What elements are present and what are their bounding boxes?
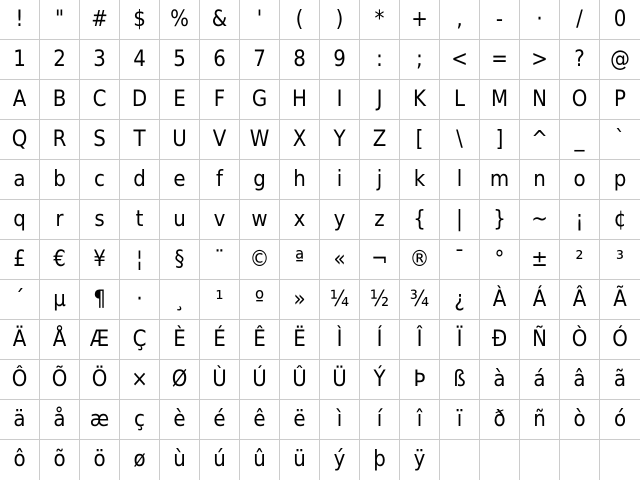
glyph-cell: F	[200, 80, 240, 120]
glyph-cell: ü	[280, 440, 320, 480]
glyph-cell: Ñ	[520, 320, 560, 360]
glyph-cell: /	[560, 0, 600, 40]
glyph-cell-empty	[560, 440, 600, 480]
glyph-cell: Î	[400, 320, 440, 360]
glyph-cell: ·	[520, 0, 560, 40]
glyph-cell: é	[200, 400, 240, 440]
glyph-cell: |	[440, 200, 480, 240]
glyph-cell: Û	[280, 360, 320, 400]
glyph-cell: ô	[0, 440, 40, 480]
glyph-cell: Í	[360, 320, 400, 360]
glyph-cell: À	[480, 280, 520, 320]
glyph-cell: í	[360, 400, 400, 440]
glyph-cell: î	[400, 400, 440, 440]
glyph-cell: 3	[80, 40, 120, 80]
glyph-cell: b	[40, 160, 80, 200]
glyph-cell: u	[160, 200, 200, 240]
glyph-cell: È	[160, 320, 200, 360]
glyph-cell: `	[600, 120, 640, 160]
glyph-cell: k	[400, 160, 440, 200]
glyph-cell: ·	[120, 280, 160, 320]
glyph-cell: ¦	[120, 240, 160, 280]
glyph-cell: Ú	[240, 360, 280, 400]
glyph-cell: V	[200, 120, 240, 160]
glyph-cell: o	[560, 160, 600, 200]
glyph-cell: Ó	[600, 320, 640, 360]
glyph-cell: E	[160, 80, 200, 120]
glyph-cell: £	[0, 240, 40, 280]
glyph-cell: Ê	[240, 320, 280, 360]
glyph-cell: f	[200, 160, 240, 200]
glyph-cell: ë	[280, 400, 320, 440]
glyph-cell-empty	[440, 440, 480, 480]
glyph-cell: 2	[40, 40, 80, 80]
glyph-cell: ø	[120, 440, 160, 480]
glyph-cell: X	[280, 120, 320, 160]
glyph-cell: 7	[240, 40, 280, 80]
glyph-cell: w	[240, 200, 280, 240]
glyph-cell: t	[120, 200, 160, 240]
glyph-cell: !	[0, 0, 40, 40]
glyph-cell: K	[400, 80, 440, 120]
glyph-cell: ñ	[520, 400, 560, 440]
glyph-cell: Ø	[160, 360, 200, 400]
glyph-cell: ±	[520, 240, 560, 280]
glyph-cell: Ã	[600, 280, 640, 320]
glyph-cell: r	[40, 200, 80, 240]
glyph-cell: ò	[560, 400, 600, 440]
glyph-cell: ^	[520, 120, 560, 160]
glyph-cell: S	[80, 120, 120, 160]
glyph-cell: ¼	[320, 280, 360, 320]
glyph-cell: Ü	[320, 360, 360, 400]
glyph-cell: 5	[160, 40, 200, 80]
glyph-cell: '	[240, 0, 280, 40]
glyph-cell: 1	[0, 40, 40, 80]
glyph-cell: ¨	[200, 240, 240, 280]
glyph-cell: Ô	[0, 360, 40, 400]
glyph-cell: §	[160, 240, 200, 280]
glyph-cell: ¸	[160, 280, 200, 320]
glyph-cell: W	[240, 120, 280, 160]
glyph-cell: ¿	[440, 280, 480, 320]
glyph-cell: s	[80, 200, 120, 240]
glyph-cell: L	[440, 80, 480, 120]
glyph-cell: =	[480, 40, 520, 80]
glyph-cell: â	[560, 360, 600, 400]
glyph-cell-empty	[480, 440, 520, 480]
glyph-cell: M	[480, 80, 520, 120]
glyph-cell: 8	[280, 40, 320, 80]
glyph-cell: N	[520, 80, 560, 120]
glyph-cell: ©	[240, 240, 280, 280]
glyph-cell: ×	[120, 360, 160, 400]
glyph-cell: ý	[320, 440, 360, 480]
glyph-cell: \	[440, 120, 480, 160]
glyph-cell: -	[480, 0, 520, 40]
glyph-cell: <	[440, 40, 480, 80]
glyph-cell: û	[240, 440, 280, 480]
glyph-cell: ¯	[440, 240, 480, 280]
glyph-cell: ½	[360, 280, 400, 320]
glyph-cell: C	[80, 80, 120, 120]
glyph-cell: Q	[0, 120, 40, 160]
glyph-cell: Ù	[200, 360, 240, 400]
glyph-cell: h	[280, 160, 320, 200]
glyph-cell: ¬	[360, 240, 400, 280]
glyph-cell: Á	[520, 280, 560, 320]
glyph-cell: P	[600, 80, 640, 120]
glyph-cell: U	[160, 120, 200, 160]
glyph-cell: ú	[200, 440, 240, 480]
glyph-cell: J	[360, 80, 400, 120]
glyph-cell: ®	[400, 240, 440, 280]
glyph-cell: ð	[480, 400, 520, 440]
glyph-cell: A	[0, 80, 40, 120]
glyph-cell: ¡	[560, 200, 600, 240]
glyph-cell: B	[40, 80, 80, 120]
glyph-cell: ]	[480, 120, 520, 160]
glyph-cell: [	[400, 120, 440, 160]
glyph-cell: Ç	[120, 320, 160, 360]
glyph-cell: 4	[120, 40, 160, 80]
glyph-cell: ù	[160, 440, 200, 480]
glyph-cell: €	[40, 240, 80, 280]
glyph-cell: ~	[520, 200, 560, 240]
glyph-cell: ÿ	[400, 440, 440, 480]
glyph-cell: >	[520, 40, 560, 80]
glyph-cell: z	[360, 200, 400, 240]
glyph-cell: ¹	[200, 280, 240, 320]
glyph-cell: Â	[560, 280, 600, 320]
glyph-cell: (	[280, 0, 320, 40]
glyph-cell: 6	[200, 40, 240, 80]
glyph-cell: Y	[320, 120, 360, 160]
glyph-cell: i	[320, 160, 360, 200]
glyph-cell: õ	[40, 440, 80, 480]
glyph-cell: ²	[560, 240, 600, 280]
glyph-cell: æ	[80, 400, 120, 440]
glyph-cell: q	[0, 200, 40, 240]
glyph-cell: Þ	[400, 360, 440, 400]
glyph-cell: Ì	[320, 320, 360, 360]
glyph-cell: Ö	[80, 360, 120, 400]
glyph-cell: þ	[360, 440, 400, 480]
glyph-cell: ç	[120, 400, 160, 440]
glyph-cell: ö	[80, 440, 120, 480]
glyph-cell: p	[600, 160, 640, 200]
glyph-cell: °	[480, 240, 520, 280]
glyph-cell: :	[360, 40, 400, 80]
glyph-cell: %	[160, 0, 200, 40]
glyph-cell: ó	[600, 400, 640, 440]
glyph-cell: ä	[0, 400, 40, 440]
glyph-cell: H	[280, 80, 320, 120]
glyph-cell: ?	[560, 40, 600, 80]
glyph-cell: O	[560, 80, 600, 120]
glyph-cell: ¢	[600, 200, 640, 240]
glyph-cell: Õ	[40, 360, 80, 400]
glyph-cell: º	[240, 280, 280, 320]
glyph-cell: a	[0, 160, 40, 200]
glyph-cell: ¾	[400, 280, 440, 320]
glyph-cell: ¶	[80, 280, 120, 320]
glyph-cell: m	[480, 160, 520, 200]
glyph-cell-empty	[520, 440, 560, 480]
glyph-cell: Å	[40, 320, 80, 360]
glyph-cell: n	[520, 160, 560, 200]
glyph-cell: G	[240, 80, 280, 120]
glyph-cell: )	[320, 0, 360, 40]
glyph-cell: $	[120, 0, 160, 40]
glyph-cell: ß	[440, 360, 480, 400]
glyph-cell: å	[40, 400, 80, 440]
glyph-cell: ª	[280, 240, 320, 280]
glyph-cell: µ	[40, 280, 80, 320]
glyph-cell: @	[600, 40, 640, 80]
glyph-cell: l	[440, 160, 480, 200]
glyph-cell: á	[520, 360, 560, 400]
glyph-cell: Ð	[480, 320, 520, 360]
glyph-cell: 9	[320, 40, 360, 80]
glyph-cell: ¥	[80, 240, 120, 280]
glyph-cell: _	[560, 120, 600, 160]
glyph-cell: I	[320, 80, 360, 120]
glyph-cell: Ò	[560, 320, 600, 360]
glyph-cell: g	[240, 160, 280, 200]
glyph-cell: v	[200, 200, 240, 240]
glyph-cell: É	[200, 320, 240, 360]
glyph-cell: c	[80, 160, 120, 200]
glyph-cell: ï	[440, 400, 480, 440]
glyph-cell: è	[160, 400, 200, 440]
glyph-cell: D	[120, 80, 160, 120]
glyph-cell: &	[200, 0, 240, 40]
glyph-cell-empty	[600, 440, 640, 480]
glyph-cell: Ï	[440, 320, 480, 360]
glyph-cell: Æ	[80, 320, 120, 360]
glyph-cell: ³	[600, 240, 640, 280]
glyph-cell: R	[40, 120, 80, 160]
glyph-cell: Ë	[280, 320, 320, 360]
glyph-cell: ã	[600, 360, 640, 400]
glyph-cell: #	[80, 0, 120, 40]
glyph-cell: "	[40, 0, 80, 40]
glyph-cell: 0	[600, 0, 640, 40]
glyph-cell: e	[160, 160, 200, 200]
glyph-cell: ì	[320, 400, 360, 440]
glyph-cell: »	[280, 280, 320, 320]
glyph-cell: ,	[440, 0, 480, 40]
glyph-cell: {	[400, 200, 440, 240]
glyph-cell: T	[120, 120, 160, 160]
glyph-cell: }	[480, 200, 520, 240]
glyph-cell: ê	[240, 400, 280, 440]
glyph-cell: d	[120, 160, 160, 200]
glyph-cell: ;	[400, 40, 440, 80]
glyph-cell: Ä	[0, 320, 40, 360]
glyph-cell: Z	[360, 120, 400, 160]
glyph-cell: ´	[0, 280, 40, 320]
glyph-cell: x	[280, 200, 320, 240]
glyph-cell: j	[360, 160, 400, 200]
glyph-cell: y	[320, 200, 360, 240]
glyph-cell: à	[480, 360, 520, 400]
glyph-cell: *	[360, 0, 400, 40]
glyph-cell: +	[400, 0, 440, 40]
glyph-cell: «	[320, 240, 360, 280]
glyph-cell: Ý	[360, 360, 400, 400]
